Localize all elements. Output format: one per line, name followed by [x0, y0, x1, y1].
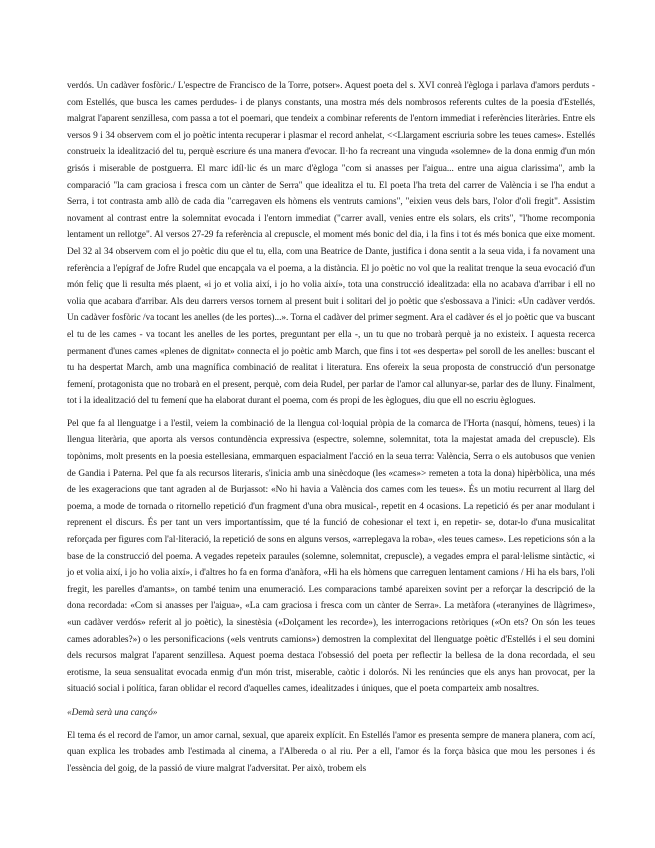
paragraph-theme: El tema és el record de l'amor, un amor carnal, sexual, que apareix explícit. En Estellés l'amor es presenta sempre de manera planera, com ací, quan explica les trobades amb l'estimada al cinema, a l'Albereda o al riu. Per a ell, l'amor és la força bàsica que mou les persones i és l'essència del goig, de la passió de viure malgrat l'adversitat. Per això, trobem els [67, 730, 595, 774]
paragraph-language-style: Pel que fa al llenguatge i a l'estil, veiem la combinació de la llengua col·loquial pròpia de la comarca de l'Horta (nasquí, hòmens, teues) i la llengua literària, que aporta als versos contundència expressiva (espectre, solemne, solemnitat, tota la majestat amada del crepuscle). Els topònims, molt presents en la poesia estellesiana, emmarquen espacialment l'acció en la seua terra: València, Serra o els autobusos que venien de Gandia i Paterna. Pel que fa als recursos literaris, s'inicia amb una sinècdoque (les «cames»> remeten a tota la dona) hipèrbòlica, una més de les exageracions que tant agraden al de Burjassot: «No hi havia a València dos cames com les teues». És un motiu recurrent al llarg del poema, a mode de tornada o ritornello repetició d'un fragment d'una obra musical-, repetit en 4 ocasions. La repetició és per anar modulant i reprenent el discurs. És per tant un vers importantíssim, que té la funció de cohesionar el text i, en repetir- se, dotar-lo d'una musicalitat reforçada per figures com l'al·literació, la repetició de sons en alguns versos, «arreplegava la roba», «les teues cames». Les repeticions són a la base de la construcció del poema. A vegades repeteix paraules (solemne, solemnitat, crepuscle), a vegades empra el paral·lelisme sintàctic, «i jo et volia així, i jo ho volia així», i d'altres ho fa en forma d'anàfora, «Hi ha els hòmens que carreguen lentament camions / Hi ha els bars, l'oli fregit, les parelles d'amants», on també tenim una enumeració. Les comparacions també apareixen sovint per a reforçar la descripció de la dona recordada: «Com si anasses per l'aigua», «La cam graciosa i fresca com un cànter de Serra». La metàfora («teranyines de llàgrimes», «un cadàver verdós» referit al jo poètic), la sinestèsia («Dolçament les recorde»), les interrogacions retòriques («On ets? On són les teues cames adorables?») o les personificacions («els ventruts camions») demostren la complexitat del llenguatge poètic d'Estellés i el seu domini dels recursos malgrat l'aparent senzillesa. Aquest poema destaca l'obsessió del poeta per reflectir la bellesa de la dona recordada, el seu erotisme, la seua sensualitat evocada enmig d'un món trist, miserable, caòtic i dolorós. Ni les renúncies que els anys han provocat, per la situació social i política, faran oblidar el record d'aquelles cames, idealitzades i úniques, que el poeta comparteix amb nosaltres. [67, 418, 595, 695]
paragraph-analysis: verdós. Un cadàver fosfòric./ L'espectre de Francisco de la Torre, potser». Aquest poeta del s. XVI conreà l'ègloga i parlava d'amors perduts -com Estellés, que busca les cames perdudes- i de planys constants, una mostra més dels nombrosos referents cultes de la poesia d'Estellés, malgrat l'aparent senzillesa, com passa a tot el poemari, que tendeix a combinar referents de l'entorn immediat i referències literàries. Entre els versos 9 i 34 observem com el jo poètic intenta recuperar i plasmar el record anhelat, <<Llargament escriuria sobre les teues cames». Estellés construeix la idealització del tu, perquè escriure és una manera d'evocar. Il·ho fa recreant una vinguda «solemne» de la dona enmig d'un món grisós i miserable de postguerra. El marc idíl·lic és un marc d'ègloga "com si anasses per l'aigua... entre una aigua clarissima", amb la comparació "la cam graciosa i fresca com un cànter de Serra" que idealitza el tu. El poeta l'ha treta del carrer de València i se l'ha endut a Serra, i tot contrasta amb allò de cada dia "carregaven els hòmens els ventruts camions", "eixien veus dels bars, l'olor d'oli fregit". Assistim novament al contrast entre la solemnitat evocada i l'entorn immediat ("carrer avall, venies entre els solars, els crits", "l'home recomponia lentament un rellotge". Al versos 27-29 fa referència al crepuscle, el moment més bonic del dia, i la fins i tot és més bonica que eixe moment. Del 32 al 34 observem com el jo poètic diu que el tu, ella, com una Beatrice de Dante, justifica i dona sentit a la seua vida, i fa novament una referència a l'epígraf de Jofre Rudel que encapçala va el poema, a la distància. El jo poètic no vol que la realitat trenque la seua evocació d'un món feliç que li resulta més plaent, «i jo et volia així, i jo ho volia així», tota una construcció idealitzada: ella no acabava d'arribar i ell no volia que acabara d'arribar. Als deu darrers versos tornem al present buit i solitari del jo poètic que s'esbossava a l'inici: «Un cadàver verdós. Un cadàver fosfòric /va tocant les anelles (de les portes)...». Torna el cadàver del primer segment. Ara el cadàver és el jo poètic que va buscant el tu de les cames - va tocant les anelles de les portes, preguntant per ella -, un tu que no trobarà perquè ja no existeix. I aquesta recerca permanent d'unes cames «plenes de dignitat» connecta el jo poètic amb March, que fins i tot «es desperta» pel soroll de les anelles: buscant el tu ha despertat March, amb una magnífica combinació de realitat i literatura. Ens ofereix la seua proposta de construcció d'un personatge femení, protagonista que no trobarà en el present, perquè, com deia Rudel, per parlar de l'amor cal allunyar-se, parlar des de lluny. Finalment, tot i la idealització del tu femení que ha elaborat durant el poema, com és propi de les èglogues, diu que ell no escriu èglogues. [67, 81, 595, 407]
section-heading: «Demà serà una cançó» [67, 707, 158, 718]
document-page [67, 78, 595, 784]
